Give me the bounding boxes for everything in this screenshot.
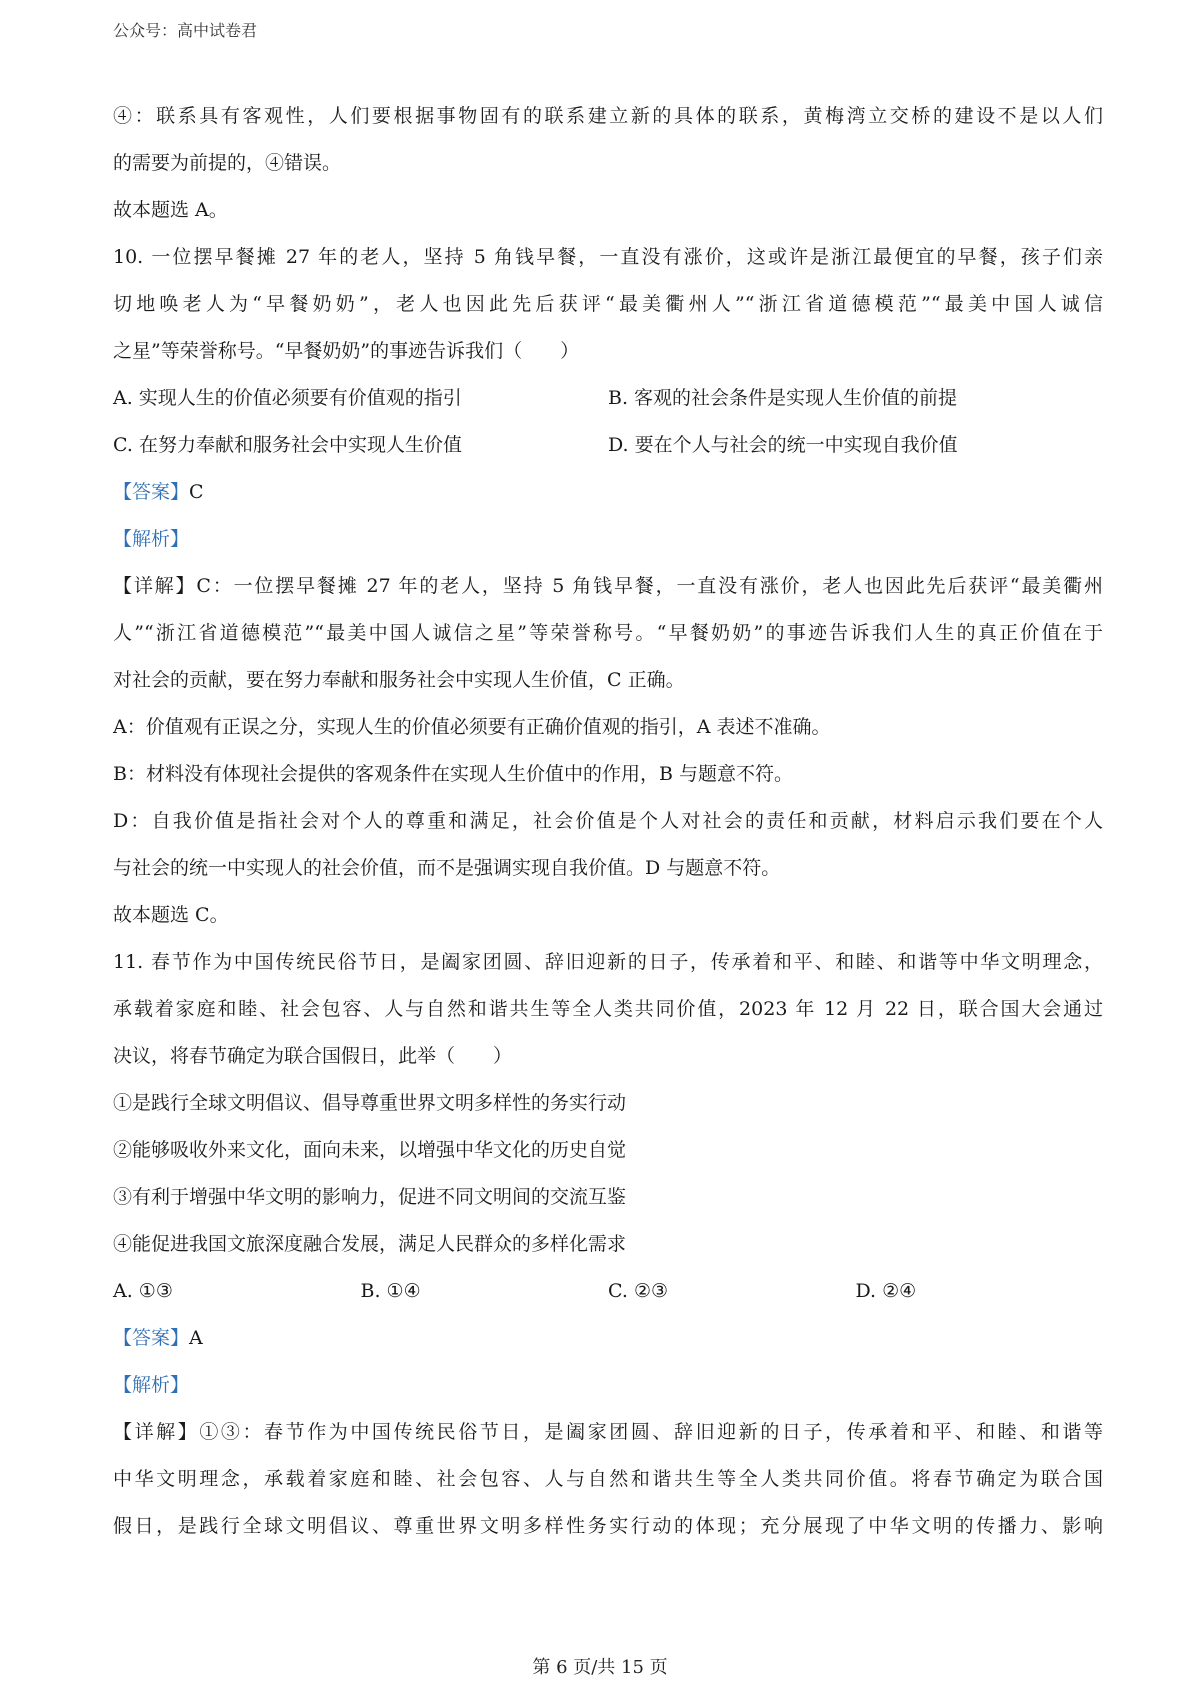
q11-stem-line: 决议，将春节确定为联合国假日，此举（ ） [113,1045,513,1067]
q10-stem-line: 10. 一位摆早餐摊 27 年的老人，坚持 5 角钱早餐，一直没有涨价，这或许是浙江最便宜的早餐，孩子们亲 [113,246,1103,268]
answer-tag: 【答案】 [113,1327,190,1349]
q11-analysis [113,1362,1103,1409]
detail-tag: 【详解】 [113,575,197,597]
q11-options-row [113,1268,1103,1315]
answer-tag: 【答案】 [113,481,190,503]
q9-conclusion: 故本题选 A。 [113,199,228,221]
q9-explanation-line: ④：联系具有客观性，人们要根据事物固有的联系建立新的具体的联系，黄梅湾立交桥的建设不是以人们 [113,105,1103,127]
q10-stem-line: 切地唤老人为“早餐奶奶”，老人也因此先后获评“最美衢州人”“浙江省道德模范”“最美中国人诚信 [113,293,1103,315]
q10-detail-line: A：价值观有正误之分，实现人生的价值必须要有正确价值观的指引，A 表述不准确。 [113,716,831,738]
q10-detail-text: C：一位摆早餐摊 27 年的老人，坚持 5 角钱早餐，一直没有涨价，老人也因此先后获评“最美衢州 [196,575,1103,597]
q11-option-c: C. ②③ [608,1280,669,1302]
q11-answer [113,1315,1103,1362]
page-footer: 第 6 页/共 15 页 [532,1657,668,1678]
q11-statement: ②能够吸收外来文化，面向未来，以增强中华文化的历史自觉 [113,1139,627,1161]
q11-statement: ③有利于增强中华文明的影响力，促进不同文明间的交流互鉴 [113,1186,627,1208]
q11-answer-value: A [189,1327,203,1349]
q10-option-a: A. 实现人生的价值必须要有价值观的指引 [113,387,462,409]
q10-detail-line: 人”“浙江省道德模范”“最美中国人诚信之星”等荣誉称号。“早餐奶奶”的事迹告诉我们人生的真正价值在于 [113,622,1103,644]
q11-option-b: B. ①④ [360,1280,421,1302]
q10-stem-line: 之星”等荣誉称号。“早餐奶奶”的事迹告诉我们（ ） [113,340,580,362]
q10-answer [113,469,1103,516]
q10-detail-line: 对社会的贡献，要在努力奉献和服务社会中实现人生价值，C 正确。 [113,669,685,691]
q11-detail-line [113,1409,1103,1456]
q11-detail-line: 假日，是践行全球文明倡议、尊重世界文明多样性务实行动的体现；充分展现了中华文明的传播力、影响 [113,1515,1103,1537]
q10-option-c: C. 在努力奉献和服务社会中实现人生价值 [113,434,462,456]
q10-option-d: D. 要在个人与社会的统一中实现自我价值 [608,434,958,456]
q11-statement: ①是践行全球文明倡议、倡导尊重世界文明多样性的务实行动 [113,1092,627,1114]
q10-detail-line: D：自我价值是指社会对个人的尊重和满足，社会价值是个人对社会的责任和贡献，材料启示我们要在个人 [113,810,1103,832]
q10-options-row [113,422,1103,469]
document-body [113,93,1103,1550]
q10-detail-line: B：材料没有体现社会提供的客观条件在实现人生价值中的作用，B 与题意不符。 [113,763,793,785]
q11-stem-line: 11. 春节作为中国传统民俗节日，是阖家团圆、辞旧迎新的日子，传承着和平、和睦、和谐等中华文明理念， [113,951,1103,973]
page-header: 公众号：高中试卷君 [113,21,258,40]
analysis-tag: 【解析】 [113,1374,190,1396]
q9-explanation-line: 的需要为前提的，④错误。 [113,152,342,174]
q11-detail-text: ①③：春节作为中国传统民俗节日，是阖家团圆、辞旧迎新的日子，传承着和平、和睦、和谐等 [199,1421,1103,1443]
q10-conclusion: 故本题选 C。 [113,904,229,926]
q11-detail-line: 中华文明理念，承载着家庭和睦、社会包容、人与自然和谐共生等全人类共同价值。将春节确定为联合国 [113,1468,1103,1490]
q11-stem-line: 承载着家庭和睦、社会包容、人与自然和谐共生等全人类共同价值，2023 年 12 月 22 日，联合国大会通过 [113,998,1103,1020]
analysis-tag: 【解析】 [113,528,190,550]
q10-detail-line: 与社会的统一中实现人的社会价值，而不是强调实现自我价值。D 与题意不符。 [113,857,781,879]
q10-options-row [113,375,1103,422]
q10-option-b: B. 客观的社会条件是实现人生价值的前提 [608,387,958,409]
q11-option-a: A. ①③ [113,1280,173,1302]
q10-answer-value: C [189,481,204,503]
q10-detail-line [113,563,1103,610]
q11-statement: ④能促进我国文旅深度融合发展，满足人民群众的多样化需求 [113,1233,627,1255]
q10-analysis [113,516,1103,563]
detail-tag: 【详解】 [113,1421,200,1443]
q11-option-d: D. ②④ [855,1280,917,1302]
